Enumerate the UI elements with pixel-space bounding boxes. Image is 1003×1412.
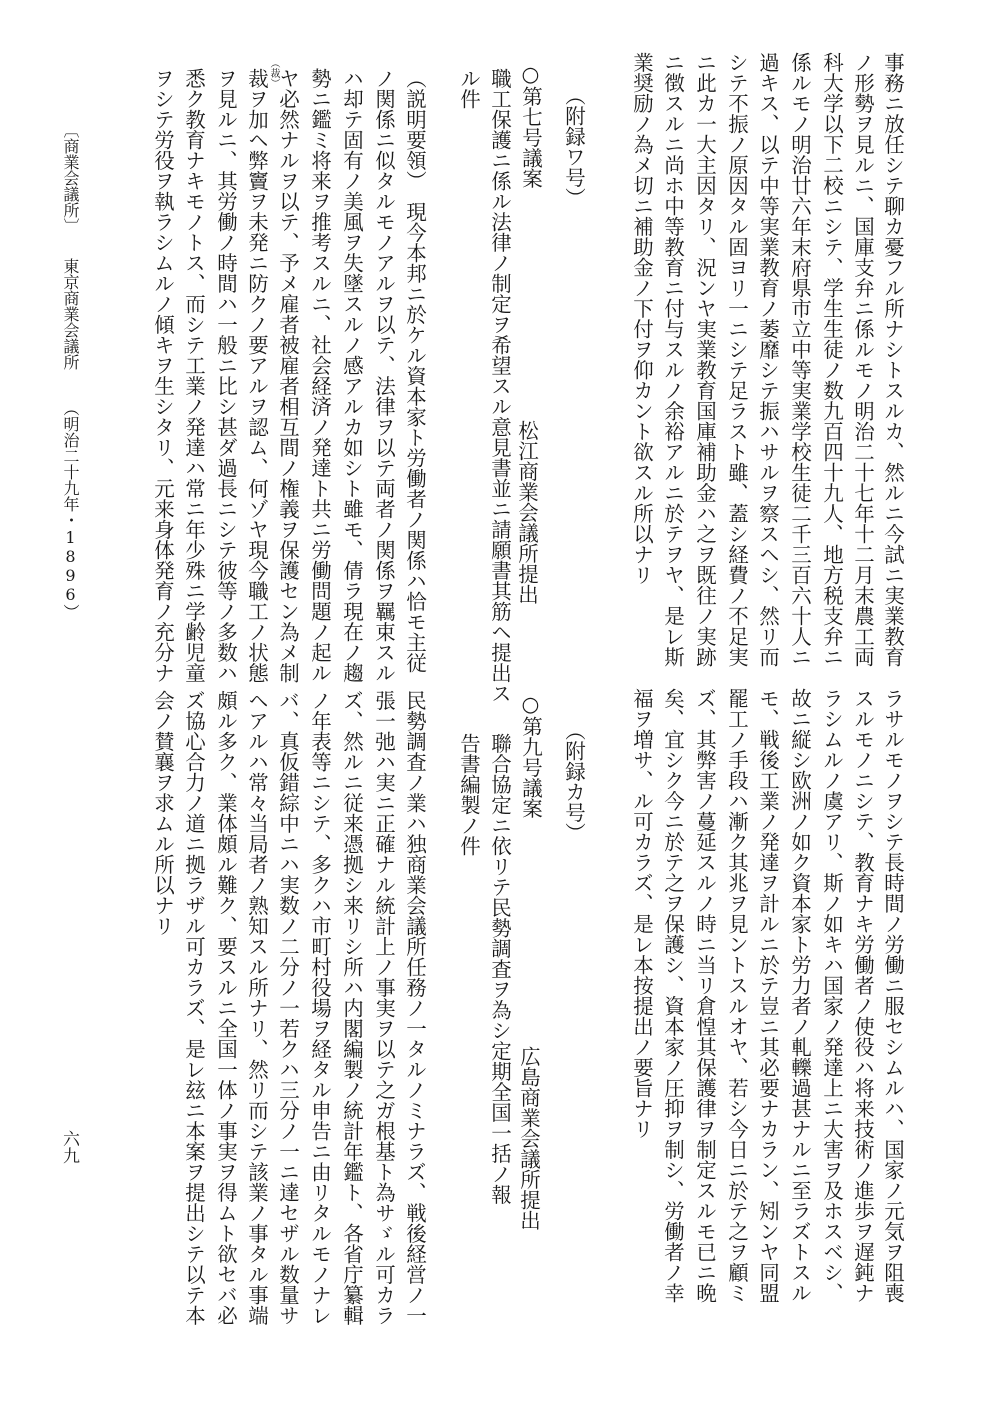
text-column: ヤ必然ナルヲ以テ、予メ雇者被雇者相互間ノ権義ヲ保護セン為メ制 — [275, 68, 300, 683]
text-column: 事務ニ放任シテ聊カ憂フル所ナシトスルカ、然ルニ今試ニ実業教育 — [880, 52, 905, 667]
text-column: スルモノニシテ、教育ナキ労働者ノ使役ハ将来技術ノ進歩ヲ遅鈍ナ — [850, 688, 875, 1303]
text-column: シテ不振ノ原因タル固ヨリ一ニシテ足ラスト雖、蓋シ経費ノ不足実 — [724, 52, 749, 667]
text-column: バ、真仮錯綜中ニハ実数ノ二分ノ一若クハ三分ノ一ニ達セザル数量サ — [275, 690, 300, 1326]
text-column: 罷工ノ手段ハ漸ク其兆ヲ見ントスルオヤ、若シ今日ニ於テ之ヲ顧ミ — [724, 688, 749, 1303]
text-column: 張一弛ハ実ニ正確ナル統計上ノ事実ヲ以テ之ガ根基ト為サゞル可カラ — [371, 690, 396, 1326]
text-column: ヘアルハ常々当局者ノ熟知スル所ナリ、然リ而シテ該業ノ事タル事端 — [244, 690, 269, 1326]
bill-title: 職工保護ニ係ル法律ノ制定ヲ希望スル意見書並ニ請願書其筋ヘ提出ス — [487, 68, 512, 704]
text-column: ヲシテ労役ヲ執ラシムルノ傾キヲ生シタリ、元来身体発育ノ充分ナ — [150, 68, 175, 683]
source-organization: 東京商業会議所 — [61, 258, 80, 370]
text-column: ノ形勢ヲ見ルニ、国庫支弁ニ係ルモノ明治二十七年十二月末農工両 — [850, 52, 875, 667]
submitter: 松江商業会議所提出 — [514, 420, 539, 605]
text-column: ラサルモノヲシテ長時間ノ労働ニ服セシムルハ、国家ノ元気ヲ阻喪 — [880, 688, 905, 1303]
text-column: 係ルモノ明治廿六年末府県市立中等実業学校生徒二千三百六十人ニ — [787, 52, 812, 667]
text-column: 故ニ縦シ欧洲ノ如ク資本家ト労力者ノ軋轢過甚ナルニ至ラズトスル — [787, 688, 812, 1303]
text-column: 業奨励ノ為メ切ニ補助金ノ下付ヲ仰カント欲スル所以ナリ — [629, 52, 654, 585]
appendix-label: （附録ワ号） — [561, 85, 586, 208]
text-column: ラシムルノ虞アリ、斯ノ如キハ国家ノ発達上ニ大害ヲ及ホスベシ、 — [819, 688, 844, 1303]
text-column: モ、戦後工業ノ発達ヲ計ルニ於テ豈ニ其必要ナカラン、矧ンヤ同盟 — [755, 688, 780, 1303]
text-column: ハ却テ固有ノ美風ヲ失墜スルノ感アルカ如シト雖モ、倩ラ現在ノ趨 — [339, 68, 364, 683]
bill-title-continued: ル件 — [456, 68, 481, 109]
appendix-label: （附録カ号） — [561, 720, 586, 843]
bill-heading: ○第七号議案 — [518, 62, 543, 189]
bill-title: 聯合協定ニ依リテ民勢調査ヲ為シ定期全国一括ノ報 — [487, 733, 512, 1205]
text-column: （説明要領） 現今本邦ニ於ケル資本家ト労働者ノ関係ハ恰モ主従 — [402, 68, 427, 673]
text-column: 裁ヲ加ヘ弊竇ヲ未発ニ防クノ要アルヲ認ム、何ゾヤ現今職工ノ状態 — [244, 68, 269, 683]
text-column: 頗ル多ク、業体頗ル難ク、要スルニ全国一体ノ事実ヲ得ムト欲セバ必 — [213, 690, 238, 1326]
text-column: ニ此カ一大主因タリ、況ンヤ実業教育国庫補助金ハ之ヲ既往ノ実跡 — [692, 52, 717, 667]
text-column: 矣、宜シク今ニ於テ之ヲ保護シ、資本家ノ圧抑ヲ制シ、労働者ノ幸 — [660, 688, 685, 1303]
text-column: ズ、然ルニ従来憑拠シ来リシ所ハ内閣編製ノ統計年鑑ト、各省庁纂輯 — [339, 690, 364, 1326]
submitter: 広島商業会議所提出 — [516, 1046, 541, 1231]
source-date: （明治二十九年・1896） — [61, 400, 80, 620]
text-column: 福ヲ増サ、ル可カラズ、是レ本按提出ノ要旨ナリ — [629, 688, 654, 1139]
text-column: 悉ク教育ナキモノトス、而シテ工業ノ発達ハ常ニ年少殊ニ学齢児童 — [181, 68, 206, 683]
bill-heading: ○第九号議案 — [518, 692, 543, 819]
text-column: ヲ見ルニ、其労働ノ時間ハ一般ニ比シ甚ダ過長ニシテ彼等ノ多数ハ — [213, 68, 238, 683]
text-column: ニ徴スルニ尚ホ中等教育ニ付与スルノ余裕アルニ於テヲヤ、是レ斯 — [660, 52, 685, 667]
source-category: 〔商業会議所〕 — [61, 122, 80, 234]
text-column: 科大学以下二校ニシテ、学生生徒ノ数九百四十九人、地方税支弁ニ — [819, 52, 844, 667]
page-number: 六九 — [59, 1130, 79, 1164]
reading-annotation: （裁） — [268, 58, 279, 88]
text-column: 過キス、以テ中等実業教育ノ萎靡シテ振ハサルヲ察スヘシ、然リ而 — [755, 52, 780, 667]
text-column: 民勢調査ノ業ハ独商業会議所任務ノ一タルノミナラズ、戦後経営ノ一 — [402, 690, 427, 1326]
text-column: ズ、其弊害ノ蔓延スルノ時ニ当リ倉惶其保護律ヲ制定スルモ已ニ晩 — [692, 688, 717, 1303]
text-column: ノ年表等ニシテ、多クハ市町村役場ヲ経タル申告ニ由リタルモノナレ — [307, 690, 332, 1326]
text-column: 勢ニ鑑ミ将来ヲ推考スルニ、社会経済ノ発達ト共ニ労働問題ノ起ル — [307, 68, 332, 683]
text-column: ノ関係ニ似タルモノアルヲ以テ、法律ヲ以テ両者ノ関係ヲ羈束スル — [371, 68, 396, 683]
text-column: 会ノ賛襄ヲ求ムル所以ナリ — [150, 690, 175, 936]
text-column: ズ協心合力ノ道ニ拠ラザル可カラズ、是レ玆ニ本案ヲ提出シテ以テ本 — [181, 690, 206, 1326]
bill-title-continued: 告書編製ノ件 — [456, 733, 481, 856]
